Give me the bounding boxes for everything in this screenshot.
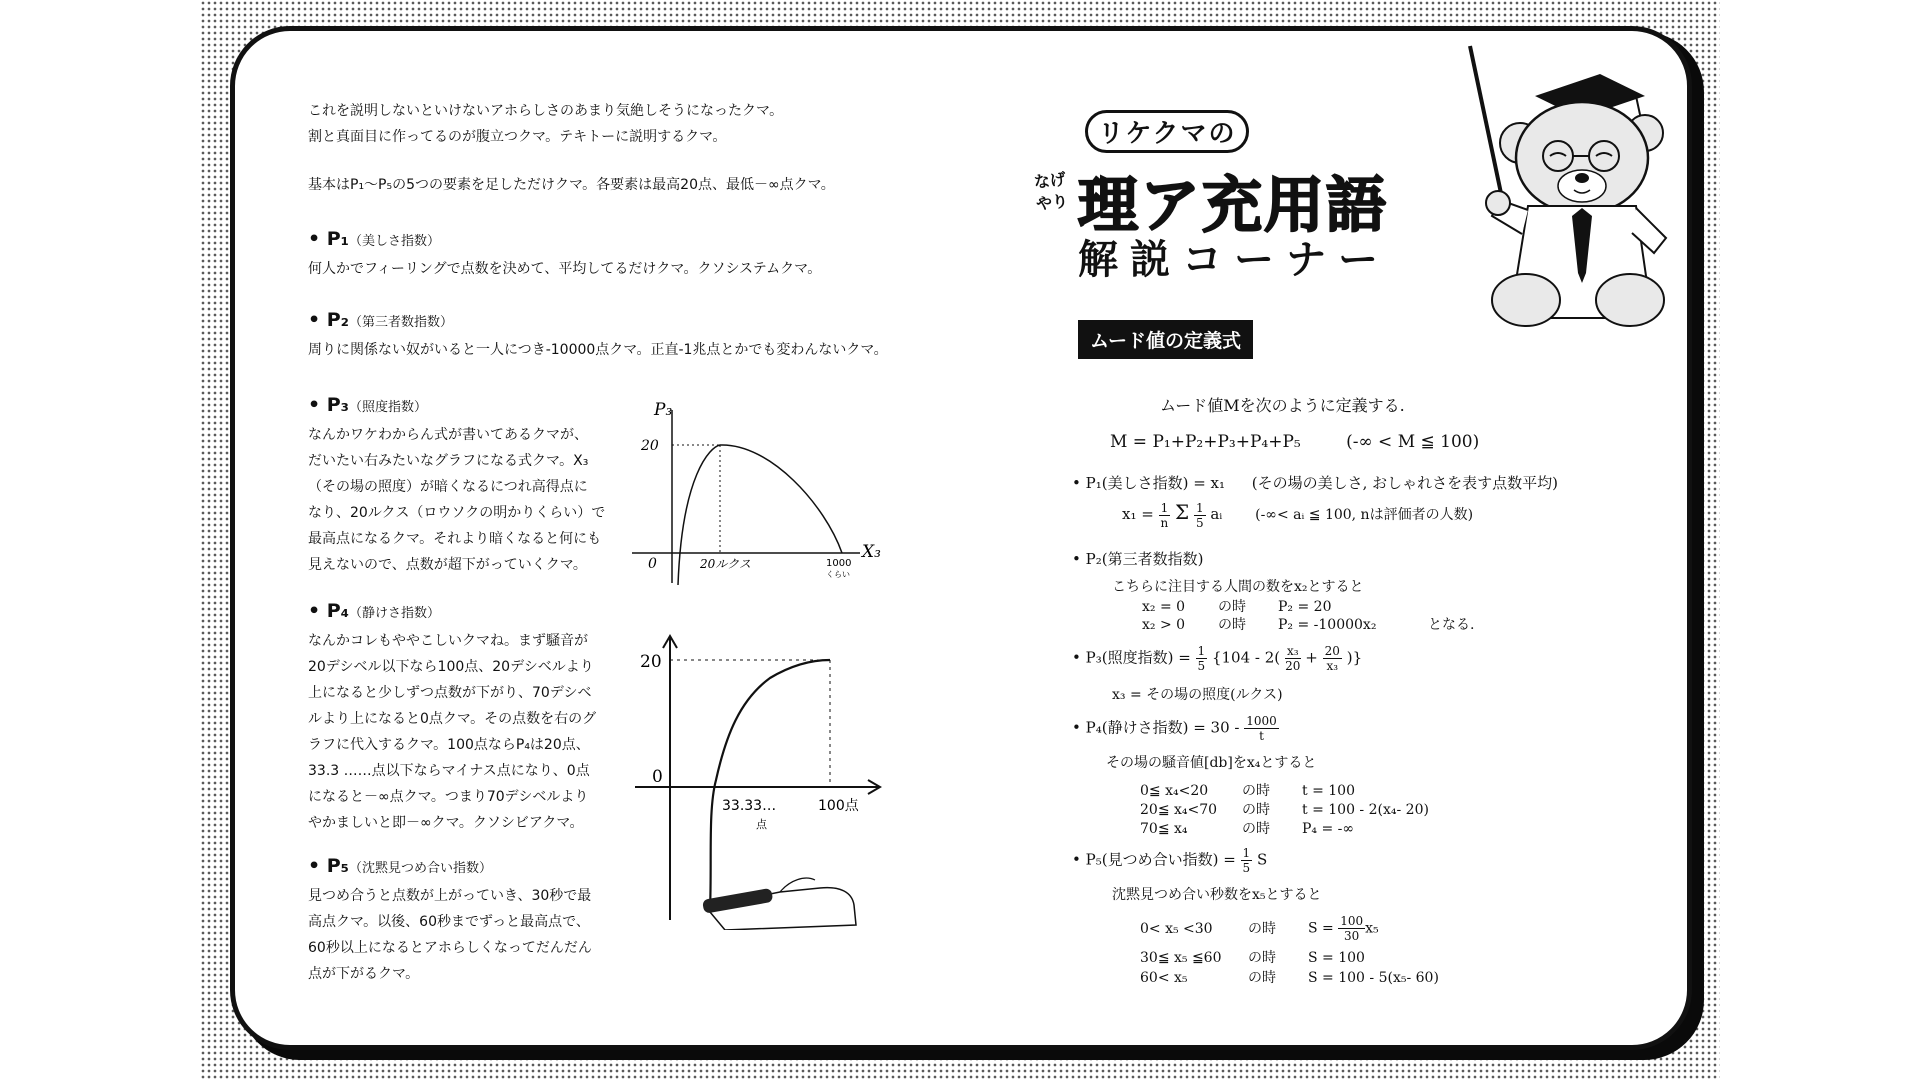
graph2-y0: 0: [652, 767, 663, 787]
body-line: 最高点になるクマ。それより暗くなると何にも: [308, 531, 602, 547]
p4-lead: その場の騒音値[db]をx₄とすると: [1106, 755, 1317, 771]
p1-frac1: [1159, 501, 1171, 530]
case-when: の時: [1242, 783, 1270, 799]
body-line: ラフに代入するクマ。100点ならP₄は20点、: [308, 737, 590, 753]
page-title: 理ア充用語: [1078, 171, 1388, 241]
body-line: だいたい右みたいなグラフになる式クマ。X₃: [308, 453, 589, 469]
case-value: P₂ = 20: [1278, 599, 1332, 615]
section-title: [308, 309, 888, 331]
section-p1: [308, 228, 821, 282]
body-line: 見えないので、点数が超下がっていくクマ。: [308, 557, 587, 573]
graph1-x20: 20ルクス: [700, 557, 751, 571]
frac-den: n: [1160, 515, 1169, 530]
graph2-x100: 100点: [818, 798, 859, 814]
nageyari-label: なげやり: [1032, 169, 1070, 214]
section-title: [308, 394, 605, 416]
p2-head: • P₂(第三者数指数): [1072, 550, 1204, 568]
section-bullet: • P₃: [308, 394, 350, 416]
case-value: t = 100: [1302, 783, 1355, 799]
p3-note: x₃ = その場の照度(ルクス): [1112, 687, 1283, 703]
body-line: なり、20ルクス（ロウソクの明かりくらい）で: [308, 505, 606, 521]
case-value: P₄ = -∞: [1302, 821, 1355, 837]
graph2-y20: 20: [640, 652, 662, 672]
p5-row: [1140, 948, 1439, 968]
main-formula-expr: M = P₁+P₂+P₃+P₄+P₅: [1110, 432, 1301, 452]
section-body: [308, 628, 596, 836]
body-line: 高点クマ。以後、60秒までずっと最高点で、: [308, 914, 590, 930]
section-name: （第三者数指数）: [349, 315, 454, 330]
p1-frac2: [1194, 501, 1206, 530]
series-label: リケクマの: [1085, 110, 1249, 153]
body-line: 60秒以上になるとアホらしくなってだんだん: [308, 940, 592, 956]
case-cond: x₂ > 0: [1142, 617, 1186, 633]
case-value: P₂ = -10000x₂: [1278, 617, 1377, 633]
graph1-y20: 20: [641, 438, 659, 454]
p3-mid: {104 - 2(: [1211, 648, 1281, 667]
graph1-ylabel: P₃: [654, 400, 673, 420]
p1-formula: [1122, 500, 1473, 530]
p4-curve: [710, 660, 830, 910]
p2-row: [1142, 616, 1474, 634]
p1-sum: Σ: [1175, 500, 1190, 524]
section-bullet: • P₁: [308, 228, 350, 250]
intro-text: [308, 98, 835, 198]
case-value: S = 100: [1308, 950, 1365, 966]
section-bullet: • P₅: [308, 855, 350, 877]
graph1-x1000: 1000: [826, 558, 852, 569]
case-cond: 0≦ x₄<20: [1140, 783, 1209, 799]
right-margin: [1712, 0, 1920, 1080]
body-line: やかましいと即－∞クマ。クソシビアクマ。: [308, 815, 584, 831]
p3-frac: [1196, 644, 1208, 673]
p5-tail: S: [1256, 850, 1268, 869]
bear-mascot: [1440, 38, 1670, 338]
case-value: S =: [1308, 920, 1334, 937]
left-margin: [0, 0, 208, 1080]
bear-head: [1500, 102, 1663, 214]
section-p3: [308, 394, 605, 578]
body-line: になると－∞点クマ。つまり70デシベルより: [308, 789, 589, 805]
p3-end: )}: [1346, 648, 1363, 667]
frac-den: 5: [1242, 861, 1251, 875]
intro-line-3: 基本はP₁～P₅の5つの要素を足しただけクマ。各要素は最高20点、最低－∞点クマ。: [308, 177, 835, 193]
case-tail: となる.: [1428, 617, 1475, 633]
pointer-stick: [1470, 46, 1502, 198]
body-line: 33.3 ……点以下ならマイナス点になり、0点: [308, 763, 590, 779]
frac-den: 30: [1344, 929, 1360, 943]
frac-num: 1: [1197, 644, 1206, 658]
section-name: （静けさ指数）: [349, 606, 441, 621]
case-tail: x₅: [1365, 920, 1379, 937]
frac-num: 1: [1195, 500, 1204, 515]
p5-head: • P₅(見つめ合い指数) =: [1072, 850, 1236, 869]
body-line: なんかコレもややこしいクマね。まず騒音が: [308, 633, 588, 649]
p4-row: [1140, 820, 1429, 839]
case-when: の時: [1242, 802, 1270, 818]
case-value: t = 100 - 2(x₄- 20): [1302, 802, 1429, 818]
section-title: [308, 855, 592, 877]
p3-plus: +: [1305, 648, 1318, 667]
p2-cases: [1142, 598, 1474, 634]
p1-note: (その場の美しさ, おしゃれさを表す点数平均): [1251, 474, 1559, 492]
p4-head: • P₄(静けさ指数) = 30 -: [1072, 718, 1240, 737]
p1-range: (-∞< aᵢ ≦ 100, nは評価者の人数): [1255, 507, 1474, 523]
section-bullet: • P₄: [308, 600, 350, 622]
graph2-x33sub: 点: [756, 818, 767, 831]
case-value: S = 100 - 5(x₅- 60): [1308, 970, 1439, 986]
body-line: なんかワケわからん式が書いてあるクマが、: [308, 427, 588, 443]
frac-den: 5: [1197, 659, 1206, 673]
body-line: （その場の照度）が暗くなるにつれ高得点に: [308, 479, 588, 495]
section-body: [308, 883, 592, 987]
p3-definition: [1072, 644, 1362, 673]
case-cond: 20≦ x₄<70: [1140, 802, 1218, 818]
p4-frac: [1244, 714, 1279, 743]
case-when: の時: [1248, 970, 1276, 986]
frac-num: 1000: [1246, 714, 1277, 728]
p4-cases: [1140, 782, 1429, 839]
p3-frac-a: [1285, 644, 1301, 673]
case-when: の時: [1248, 950, 1276, 966]
series-banner: [1085, 110, 1249, 153]
body-line: 周りに関係ない奴がいると一人につき-10000点クマ。正直-1兆点とかでも変わんないクマ。: [308, 342, 888, 358]
section-body: [308, 337, 888, 363]
p5-definition: [1072, 846, 1267, 875]
p5-row: [1140, 968, 1439, 988]
p5-lead: 沈黙見つめ合い秒数をx₅とすると: [1112, 887, 1322, 903]
body-line: 見つめ合うと点数が上がっていき、30秒で最: [308, 888, 592, 904]
frac-num: 1: [1242, 846, 1251, 860]
case-cond: 0< x₅ <30: [1140, 920, 1213, 937]
body-line: ルより上になると0点クマ。その点数を右のグ: [308, 711, 597, 727]
p2-row: [1142, 598, 1474, 616]
p4-row: [1140, 782, 1429, 801]
frac-den: 20: [1285, 659, 1301, 673]
intro-line-1: これを説明しないといけないアホらしさのあまり気絶しそうになったクマ。: [308, 103, 784, 119]
p1-head: • P₁(美しさ指数) = x₁: [1072, 474, 1226, 492]
section-body: [308, 422, 605, 578]
section-body: [308, 256, 821, 282]
corner-title: 解説コーナー: [1078, 237, 1390, 283]
p4-graph: [630, 630, 900, 930]
p3-head: • P₃(照度指数) =: [1072, 648, 1191, 667]
body-line: 何人かでフィーリングで点数を決めて、平均してるだけクマ。クソシステムクマ。: [308, 261, 822, 277]
section-title: [308, 600, 596, 622]
p1-tail: aᵢ: [1210, 505, 1223, 523]
definition-box-title: ムード値の定義式: [1078, 320, 1253, 359]
body-line: 点が下がるクマ。: [308, 966, 420, 982]
p3-frac-b: [1323, 644, 1342, 673]
body-line: 上になると少しずつ点数が下がり、70デシベ: [308, 685, 592, 701]
graph1-x1000sub: くらい: [826, 570, 850, 579]
frac-num: 100: [1340, 914, 1364, 928]
section-title: [308, 228, 821, 250]
main-formula-range: (-∞ < M ≦ 100): [1346, 432, 1480, 452]
frac-num: 1: [1160, 500, 1169, 515]
graph1-xlabel: X₃: [862, 542, 881, 562]
p5-frac: [1241, 846, 1253, 875]
nageyari-badge: [1030, 168, 1072, 216]
intro-line-2: 割と真面目に作ってるのが腹立つクマ。テキトーに説明するクマ。: [308, 129, 727, 145]
section-p5: [308, 855, 592, 987]
case-when: の時: [1218, 617, 1246, 633]
p1-definition: [1072, 472, 1558, 493]
case-cond: 70≦ x₄: [1140, 821, 1188, 837]
case-when: の時: [1242, 821, 1270, 837]
graph1-origin: 0: [648, 556, 657, 572]
p3-graph: [620, 395, 890, 595]
graph2-x33: 33.33…: [722, 798, 777, 814]
case-cond: 30≦ x₅ ≦60: [1140, 950, 1222, 966]
frac-den: 5: [1195, 515, 1204, 530]
frac-den: t: [1259, 729, 1264, 743]
section-name: （照度指数）: [349, 400, 428, 415]
p5-cases: [1140, 914, 1439, 988]
definition-lead: ムード値Mを次のように定義する.: [1160, 396, 1405, 415]
lab-coat-body: [1486, 191, 1666, 326]
frac-num: x₃: [1286, 644, 1299, 658]
p5-case-frac: [1338, 914, 1365, 943]
section-bullet: • P₂: [308, 309, 350, 331]
frac-den: x₃: [1326, 659, 1339, 673]
case-cond: x₂ = 0: [1142, 599, 1186, 615]
section-p2: [308, 309, 888, 363]
case-cond: 60< x₅: [1140, 970, 1188, 986]
p1-lhs: x₁ =: [1122, 505, 1154, 523]
frac-num: 20: [1324, 644, 1340, 658]
case-when: の時: [1248, 920, 1276, 937]
p2-lead: こちらに注目する人間の数をx₂とすると: [1112, 579, 1364, 595]
p4-row: [1140, 801, 1429, 820]
p5-row: [1140, 914, 1439, 948]
main-formula: [1110, 432, 1479, 452]
case-when: の時: [1218, 599, 1246, 615]
p4-definition: [1072, 714, 1279, 743]
section-name: （美しさ指数）: [349, 234, 441, 249]
section-name: （沈黙見つめ合い指数）: [349, 861, 493, 876]
body-line: 20デシベル以下なら100点、20デシベルより: [308, 659, 594, 675]
section-p4: [308, 600, 596, 836]
